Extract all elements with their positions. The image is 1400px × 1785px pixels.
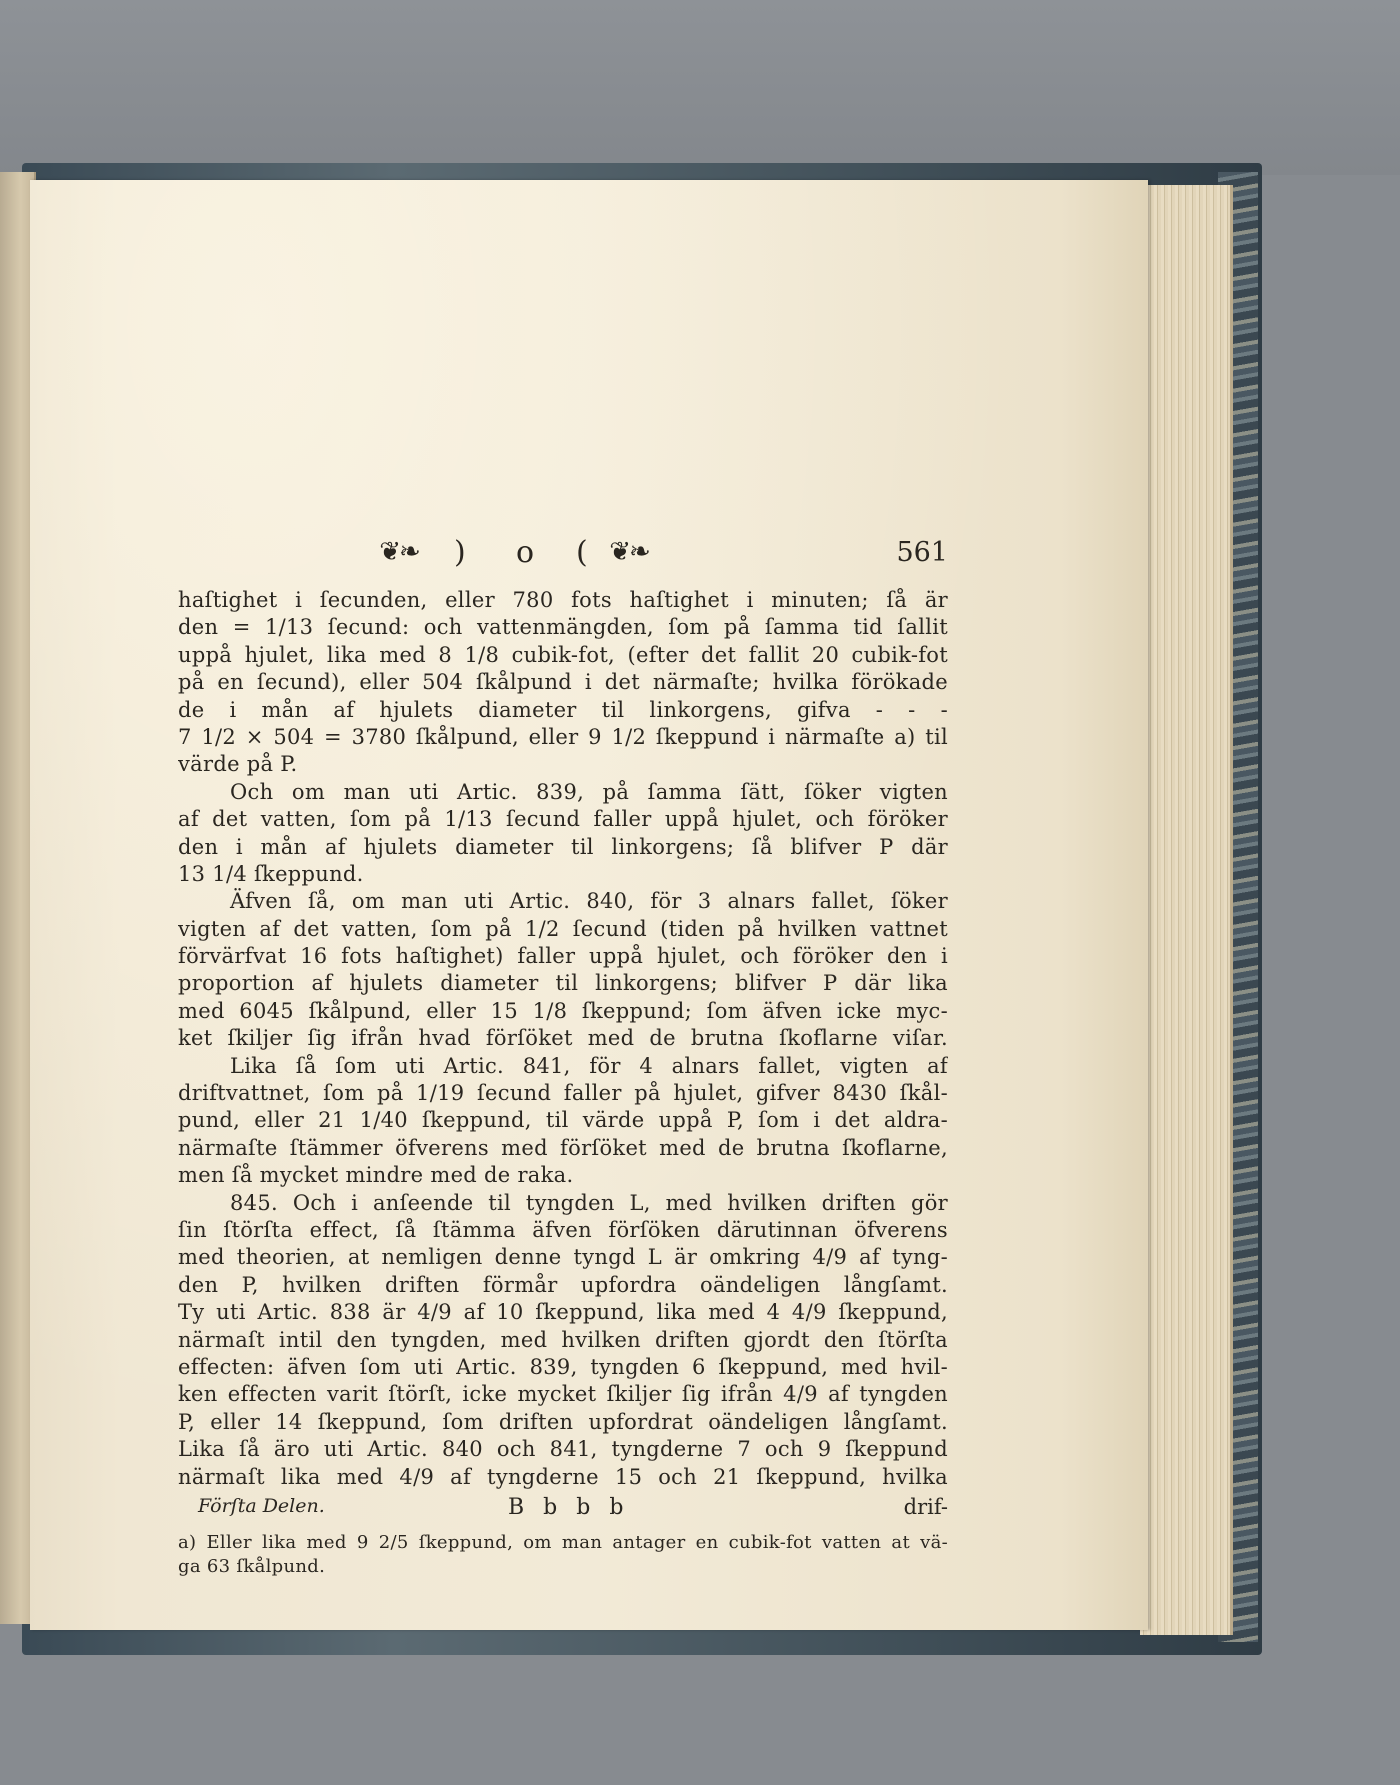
body-line: den = 1/13 ſecund: och vattenmängden, ſom på ſamma tid ſallit: [178, 615, 948, 640]
body-line: men ſå mycket mindre med de raka.: [178, 1163, 574, 1188]
body-line: närmaſte ſtämmer öfverens med förſöket med de brutna ſkoflarne,: [178, 1135, 948, 1160]
header-center: o: [516, 535, 535, 570]
body-line: de i mån af hjulets diameter til linkorgens, gifva - - -: [178, 697, 948, 722]
body-line: förvärfvat 16 fots haſtighet) faller uppå hjulet, och föröker den i: [178, 944, 948, 969]
footnote-line: ga 63 ſkålpund.: [178, 1556, 326, 1577]
body-line: uppå hjulet, lika med 8 1/8 cubik-fot, (efter det fallit 20 cubik-fot: [178, 642, 948, 667]
body-line: 13 1/4 ſkeppund.: [178, 861, 364, 886]
body-line: 845. Och i anſeende til tyngden L, med hvilken driften gör: [230, 1190, 948, 1215]
body-text: [178, 587, 948, 1491]
footnote: [178, 1531, 948, 1579]
body-line: vigten af det vatten, ſom på 1/2 ſecund (tiden på hvilken vattnet: [178, 916, 948, 941]
body-line: haſtighet i ſecunden, eller 780 fots haſtighet i minuten; ſå är: [178, 588, 948, 612]
page-number: 561: [896, 537, 948, 568]
body-line: Äfven ſå, om man uti Artic. 840, för 3 alnars fallet, ſöker: [230, 889, 948, 914]
body-line: närmaſt intil den tyngden, med hvilken driften gjordt den ſtörſta: [178, 1327, 948, 1352]
page-footer: [178, 1495, 948, 1525]
body-line: närmaſt lika med 4/9 af tyngderne 15 och 21 ſkeppund, hvilka: [178, 1464, 948, 1489]
running-header: [178, 535, 948, 575]
sheet-mark: B b b b: [508, 1495, 630, 1520]
body-line: med 6045 ſkålpund, eller 15 1/8 ſkeppund; ſom äfven icke myc-: [178, 998, 948, 1023]
header-paren-left: ): [454, 535, 466, 570]
body-line: med theorien, at nemligen denne tyngd L är omkring 4/9 af tyng-: [178, 1245, 948, 1270]
body-line: ſin ſtörſta effect, ſå ſtämma äfven förſöken därutinnan öfverens: [178, 1217, 948, 1242]
body-line: ken effecten varit ſtörſt, icke mycket ſkiljer ſig ifrån 4/9 af tyngden: [178, 1382, 948, 1407]
body-line: effecten: äfven ſom uti Artic. 839, tyngden 6 ſkeppund, med hvil-: [178, 1354, 948, 1379]
signature-line: Förſta Delen.: [198, 1495, 325, 1517]
catchword: drif-: [903, 1495, 948, 1519]
body-line: på en ſecund), eller 504 ſkålpund i det närmaſte; hvilka förökade: [178, 670, 948, 695]
body-line: den i mån af hjulets diameter til linkorgens; ſå blifver P där: [178, 834, 948, 859]
body-line: pund, eller 21 1/40 ſkeppund, til värde uppå P, ſom i det aldra-: [178, 1108, 948, 1133]
body-line: 7 1/2 × 504 = 3780 ſkålpund, eller 9 1/2 ſkeppund i närmaſte a) til: [178, 724, 948, 749]
body-line: Och om man uti Artic. 839, på ſamma ſätt, ſöker vigten: [230, 779, 948, 804]
footnote-line: a) Eller lika med 9 2/5 ſkeppund, om man antager en cubik-fot vatten at vä-: [178, 1532, 948, 1553]
body-line: värde på P.: [178, 752, 298, 777]
book-page: [30, 180, 1148, 1630]
body-line: af det vatten, ſom på 1/13 ſecund faller uppå hjulet, och föröker: [178, 807, 948, 832]
body-line: Lika ſå ſom uti Artic. 841, för 4 alnars fallet, vigten af: [230, 1053, 948, 1078]
page-stack-edge: [1140, 185, 1233, 1635]
ornament-right-icon: ❦❧: [609, 537, 649, 567]
header-paren-right: (: [576, 535, 588, 570]
body-line: proportion af hjulets diameter til linkorgens; blifver P där lika: [178, 971, 948, 996]
body-line: Lika ſå äro uti Artic. 840 och 841, tyngderne 7 och 9 ſkeppund: [178, 1437, 948, 1462]
body-line: Ty uti Artic. 838 är 4/9 af 10 ſkeppund, lika med 4 4/9 ſkeppund,: [178, 1300, 948, 1325]
ornament-left-icon: ❦❧: [379, 537, 419, 567]
body-line: den P, hvilken driften förmår upfordra oändeligen långſamt.: [178, 1272, 948, 1297]
body-line: driftvattnet, ſom på 1/19 ſecund faller på hjulet, gifver 8430 ſkål-: [178, 1081, 948, 1106]
body-line: P, eller 14 ſkeppund, ſom driften upfordrat oändeligen långſamt.: [178, 1409, 948, 1434]
backdrop: [0, 0, 1400, 175]
body-line: ket ſkiljer ſig ifrån hvad förſöket med de brutna ſkoflarne viſar.: [178, 1026, 948, 1051]
